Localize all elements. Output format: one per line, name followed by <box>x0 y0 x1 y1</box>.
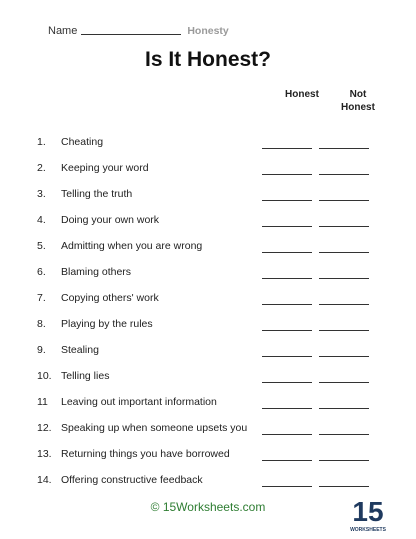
list-item <box>0 232 416 258</box>
list-item <box>0 310 416 336</box>
item-text: Telling the truth <box>61 188 133 200</box>
item-text: Cheating <box>61 136 104 148</box>
list-item <box>0 440 416 466</box>
list-item <box>0 388 416 414</box>
honest-answer-line[interactable] <box>262 174 312 175</box>
item-number: 2. <box>37 162 46 174</box>
honest-answer-line[interactable] <box>262 252 312 253</box>
list-item <box>0 258 416 284</box>
name-label: Name <box>48 25 78 37</box>
column-header-not-honest <box>328 88 388 114</box>
honest-answer-line[interactable] <box>262 486 312 487</box>
not-honest-answer-line[interactable] <box>319 252 369 253</box>
item-text: Admitting when you are wrong <box>61 240 203 252</box>
not-honest-answer-line[interactable] <box>319 434 369 435</box>
not-honest-answer-line[interactable] <box>319 486 369 487</box>
column-header-honest: Honest <box>285 89 319 100</box>
item-text: Copying others' work <box>61 292 159 304</box>
item-text: Blaming others <box>61 266 132 278</box>
honest-answer-line[interactable] <box>262 434 312 435</box>
footer-copyright: © 15Worksheets.com <box>150 500 266 514</box>
not-honest-answer-line[interactable] <box>319 148 369 149</box>
honest-answer-line[interactable] <box>262 278 312 279</box>
item-number: 7. <box>37 292 46 304</box>
list-item <box>0 180 416 206</box>
item-number: 11 <box>37 396 48 408</box>
list-item <box>0 362 416 388</box>
item-number: 1. <box>37 136 46 148</box>
not-honest-answer-line[interactable] <box>319 174 369 175</box>
not-honest-answer-line[interactable] <box>319 226 369 227</box>
item-number: 9. <box>37 344 46 356</box>
not-honest-answer-line[interactable] <box>319 200 369 201</box>
item-text: Doing your own work <box>61 214 160 226</box>
honest-answer-line[interactable] <box>262 382 312 383</box>
name-header <box>48 24 229 37</box>
item-number: 10. <box>37 370 52 382</box>
honest-answer-line[interactable] <box>262 356 312 357</box>
not-honest-line2: Honest <box>341 102 375 113</box>
item-number: 12. <box>37 422 52 434</box>
not-honest-answer-line[interactable] <box>319 330 369 331</box>
item-text: Stealing <box>61 344 99 356</box>
item-text: Playing by the rules <box>61 318 153 330</box>
honest-answer-line[interactable] <box>262 408 312 409</box>
not-honest-answer-line[interactable] <box>319 460 369 461</box>
honest-answer-line[interactable] <box>262 330 312 331</box>
honest-answer-line[interactable] <box>262 200 312 201</box>
item-text: Keeping your word <box>61 162 149 174</box>
item-number: 4. <box>37 214 46 226</box>
not-honest-answer-line[interactable] <box>319 278 369 279</box>
item-number: 5. <box>37 240 46 252</box>
list-item <box>0 206 416 232</box>
honest-answer-line[interactable] <box>262 148 312 149</box>
topic-label: Honesty <box>187 25 229 37</box>
worksheets-logo <box>350 490 386 536</box>
not-honest-answer-line[interactable] <box>319 382 369 383</box>
list-item <box>0 336 416 362</box>
list-item <box>0 128 416 154</box>
item-text: Returning things you have borrowed <box>61 448 230 460</box>
list-item <box>0 154 416 180</box>
item-text: Telling lies <box>61 370 110 382</box>
not-honest-answer-line[interactable] <box>319 408 369 409</box>
item-number: 3. <box>37 188 46 200</box>
honest-answer-line[interactable] <box>262 304 312 305</box>
item-text: Speaking up when someone upsets you <box>61 422 248 434</box>
item-text: Leaving out important information <box>61 396 217 408</box>
item-number: 6. <box>37 266 46 278</box>
list-item <box>0 414 416 440</box>
item-number: 13. <box>37 448 52 460</box>
logo-number: 15 <box>352 496 384 527</box>
honest-answer-line[interactable] <box>262 226 312 227</box>
name-blank-line[interactable] <box>81 24 181 35</box>
not-honest-line1: Not <box>349 89 367 100</box>
not-honest-answer-line[interactable] <box>319 304 369 305</box>
item-number: 14. <box>37 474 52 486</box>
page-title: Is It Honest? <box>144 48 271 71</box>
logo-text: WORKSHEETS <box>350 527 386 533</box>
item-text: Offering constructive feedback <box>61 474 203 486</box>
item-number: 8. <box>37 318 46 330</box>
list-item <box>0 466 416 492</box>
list-item <box>0 284 416 310</box>
not-honest-answer-line[interactable] <box>319 356 369 357</box>
honest-answer-line[interactable] <box>262 460 312 461</box>
